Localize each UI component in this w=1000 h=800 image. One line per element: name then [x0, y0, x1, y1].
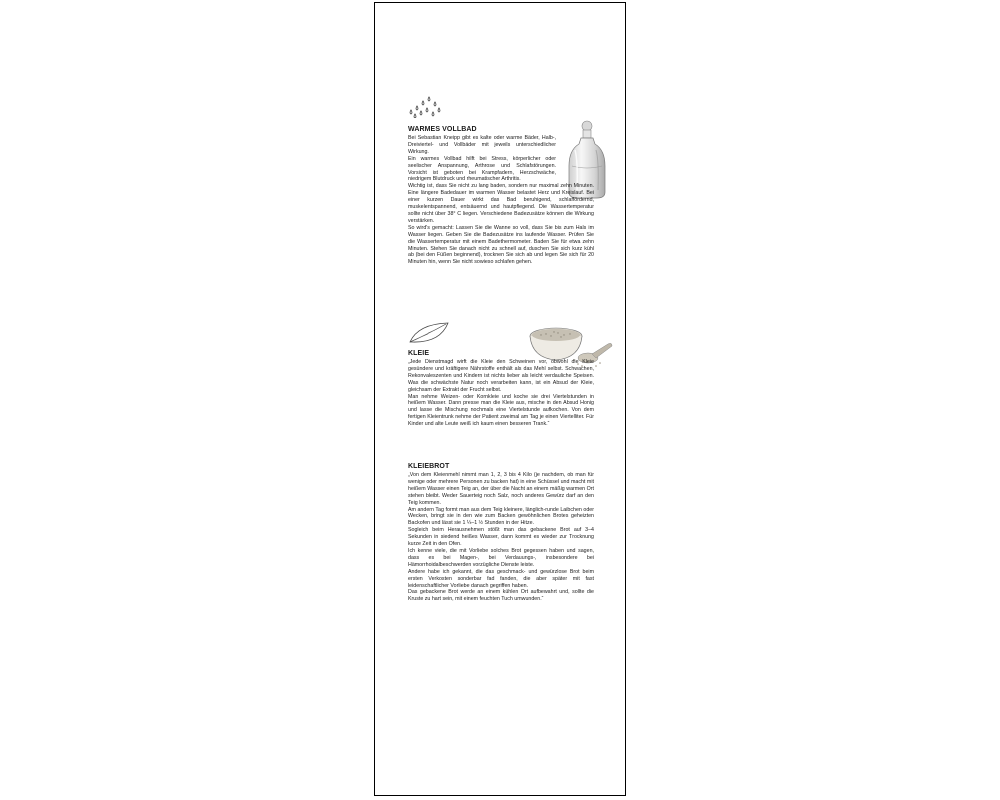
- paragraph: Ein warmes Vollbad hilft bei Stress, körperlicher oder seelischer Anspannung, Arthrose und Schlafstörungen. Vorsicht ist geboten bei Krampfadern, Herzschwäche, niedrigem Blutdruck und rheumatischer Arthritis.: [408, 155, 556, 183]
- paragraph: Andere habe ich gekannt, die das geschmack- und gewürzlose Brot beim ersten Verkosten sonderbar fad fanden, die aber später mit fast leidenschaftlicher Vorliebe danach gegriffen haben.: [408, 568, 594, 589]
- paragraph: Bei Sebastian Kneipp gibt es kalte oder warme Bäder, Halb-, Dreiviertel- und Vollbäder mit jeweils unterschiedlicher Wirkung.: [408, 135, 556, 155]
- section-bran: [408, 350, 594, 428]
- paragraph: „Jede Dienstmagd wirft die Kleie den Schweinen vor, obwohl die Kleie gesündere und kräftigere Nährstoffe enthält als das Mehl selbst. Schwachen, Rekonvaleszenten und Kindern ist nichts lieber als leicht verdauliche Speisen. Was die schwächste Natur noch verarbeiten kann, ist ein Absud der Kleie, gleichsam der Extrakt der Frucht selbst.: [408, 359, 594, 393]
- water-drops-icon: [407, 94, 443, 118]
- leaf-icon: [407, 320, 451, 346]
- paragraph: „Von dem Kleienmehl nimmt man 1, 2, 3 bis 4 Kilo (je nachdem, ob man für wenige oder mehrere Personen zu backen hat) in eine Schüssel und macht mit heißem Wasser einen Teig an, der über die Nacht an einem mäßig warmen Ort stehen bleibt. Weder Sauerteig noch Salz, noch anderes Gewürz darf an den Teig kommen.: [408, 472, 594, 506]
- section-bran-bread: [408, 463, 594, 603]
- paragraph: Sogleich beim Herausnehmen stößt man das gebackene Brot auf 3–4 Sekunden in siedend heißes Wasser, dann kommt es wieder zur Trocknung kurze Zeit in den Ofen.: [408, 527, 594, 548]
- paragraph: So wird's gemacht: Lassen Sie die Wanne so voll, dass Sie bis zum Hals im Wasser liegen. Geben Sie die Badezusätze ins laufende Wasser. Prüfen Sie die Wassertemperatur mit einem Badethermometer. Baden Sie für etwa zehn Minuten. Stehen Sie danach nicht zu schnell auf, duschen Sie sich kurz kühl ab (bei den Füßen beginnend), trocknen Sie sich ab und legen Sie sich für 20 Minuten hin, wenn Sie nicht sowieso schlafen gehen.: [408, 224, 594, 266]
- section-title: KLEIEBROT: [408, 463, 450, 470]
- paragraph: Das gebackene Brot werde an einem kühlen Ort aufbewahrt und, sollte die Kruste zu hart sein, mit einem feuchten Tuch umwunden.“: [408, 589, 594, 603]
- paragraph: Ich kenne viele, die mit Vorliebe solches Brot gegessen haben und sagen, dass es bei Magen-, bei Verdauungs-, insbesondere bei Hämorrhoidalbeschwerden vorzügliche Dienste leiste.: [408, 547, 594, 568]
- section-warm-bath: [408, 126, 594, 266]
- paragraph: Wichtig ist, dass Sie nicht zu lang baden, sondern nur maximal zehn Minuten. Eine längere Badedauer im warmen Wasser belastet Herz und Kreislauf. Bei einer kurzen Dauer wirkt das Bad beruhigend, schlaffördernd, muskelentspannend, entsäuernd und hautpflegend. Die Wassertemperatur sollte nicht über 38° C liegen. Verschiedene Badezusätze können die Wirkung verstärken.: [408, 183, 594, 224]
- section-title: WARMES VOLLBAD: [408, 126, 477, 133]
- section-title: KLEIE: [408, 350, 430, 357]
- paragraph: Am andern Tag formt man aus dem Teig kleinere, länglich-runde Laibchen oder Wecken, bringt sie in den wie zum Backen gewöhnlichen Brotes geheizten Backofen und lässt sie 1 ¼–1 ½ Stunden in der Hitze.: [408, 506, 594, 527]
- paragraph: Man nehme Weizen- oder Kornkleie und koche sie drei Viertelstunden in heißem Wasser. Dann presse man die Kleie aus, mische in den Absud Honig und lasse die Mischung nochmals eine Viertelstunde aufkochen. Von dem fertigen Kleientrunk nehme der Patient zweimal am Tag je einen Viertelliter. Für Kinder und alte Leute weiß ich kaum einen besseren Trank.“: [408, 393, 594, 428]
